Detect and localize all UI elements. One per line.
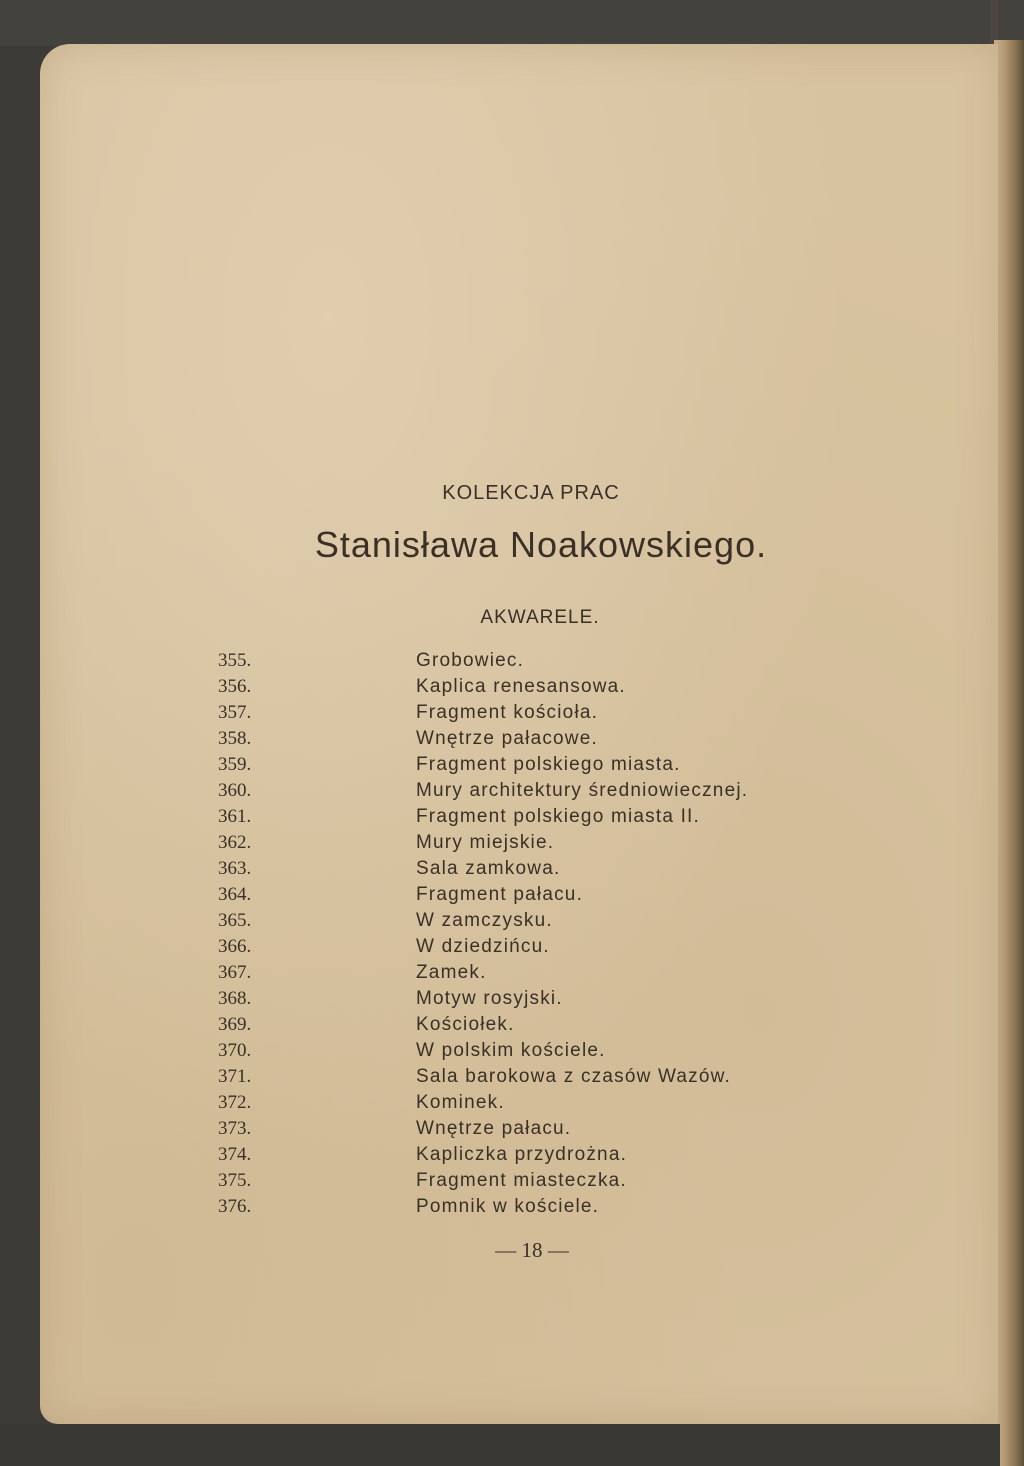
item-title: W dziedzińcu. xyxy=(416,936,550,957)
item-number: 376. xyxy=(218,1196,252,1217)
list-item xyxy=(218,648,858,674)
section-heading: AKWARELE. xyxy=(480,607,600,628)
item-title: Fragment polskiego miasta II. xyxy=(416,806,701,827)
item-number: 365. xyxy=(218,910,252,931)
list-item xyxy=(218,908,858,934)
list-item xyxy=(218,1168,858,1194)
item-number: 371. xyxy=(218,1066,252,1087)
list-item xyxy=(218,1038,858,1064)
catalog-list xyxy=(218,648,858,1220)
artist-name-heading: Stanisława Noakowskiego. xyxy=(314,524,768,565)
item-title: Sala barokowa z czasów Wazów. xyxy=(416,1066,731,1087)
item-title: Kaplica renesansowa. xyxy=(416,676,626,697)
item-title: Fragment polskiego miasta. xyxy=(416,754,681,775)
list-item xyxy=(218,752,858,778)
item-title: W polskim kościele. xyxy=(416,1040,606,1061)
list-item xyxy=(218,700,858,726)
item-title: Pomnik w kościele. xyxy=(416,1196,600,1217)
list-item xyxy=(218,856,858,882)
item-number: 366. xyxy=(218,936,252,957)
item-number: 373. xyxy=(218,1118,252,1139)
item-number: 361. xyxy=(218,806,252,827)
page-number: — 18 — xyxy=(495,1238,569,1262)
list-item xyxy=(218,960,858,986)
list-item xyxy=(218,1194,858,1220)
list-item xyxy=(218,1116,858,1142)
list-item xyxy=(218,934,858,960)
item-title: Grobowiec. xyxy=(416,650,525,671)
list-item xyxy=(218,1064,858,1090)
collection-label: KOLEKCJA PRAC xyxy=(442,482,620,504)
list-item xyxy=(218,804,858,830)
item-title: Fragment miasteczka. xyxy=(416,1170,627,1191)
item-title: Kominek. xyxy=(416,1092,505,1113)
list-item xyxy=(218,830,858,856)
item-title: Wnętrze pałacowe. xyxy=(416,728,598,749)
item-title: Fragment kościoła. xyxy=(416,702,599,723)
item-title: Mury miejskie. xyxy=(416,832,555,853)
item-number: 372. xyxy=(218,1092,252,1113)
item-number: 374. xyxy=(218,1144,252,1165)
list-item xyxy=(218,778,858,804)
list-item xyxy=(218,986,858,1012)
list-item xyxy=(218,882,858,908)
list-item xyxy=(218,1012,858,1038)
scan-background xyxy=(0,0,1024,46)
scan-background-bottom xyxy=(0,1424,1000,1466)
item-title: Zamek. xyxy=(416,962,487,983)
list-item xyxy=(218,1090,858,1116)
item-title: Sala zamkowa. xyxy=(416,858,561,879)
item-number: 355. xyxy=(218,650,252,671)
item-title: Kapliczka przydrożna. xyxy=(416,1144,628,1165)
item-number: 367. xyxy=(218,962,252,983)
item-number: 368. xyxy=(218,988,252,1009)
list-item xyxy=(218,674,858,700)
item-title: Wnętrze pałacu. xyxy=(416,1118,572,1139)
item-number: 359. xyxy=(218,754,252,775)
item-title: W zamczysku. xyxy=(416,910,553,931)
item-number: 357. xyxy=(218,702,252,723)
item-number: 362. xyxy=(218,832,252,853)
item-title: Motyw rosyjski. xyxy=(416,988,563,1009)
item-number: 363. xyxy=(218,858,252,879)
item-number: 358. xyxy=(218,728,252,749)
item-number: 370. xyxy=(218,1040,252,1061)
item-number: 375. xyxy=(218,1170,252,1191)
item-number: 369. xyxy=(218,1014,252,1035)
item-title: Kościołek. xyxy=(416,1014,515,1035)
list-item xyxy=(218,1142,858,1168)
list-item xyxy=(218,726,858,752)
item-number: 360. xyxy=(218,780,252,801)
item-title: Mury architektury średniowiecznej. xyxy=(416,780,749,801)
item-title: Fragment pałacu. xyxy=(416,884,584,905)
item-number: 356. xyxy=(218,676,252,697)
item-number: 364. xyxy=(218,884,252,905)
